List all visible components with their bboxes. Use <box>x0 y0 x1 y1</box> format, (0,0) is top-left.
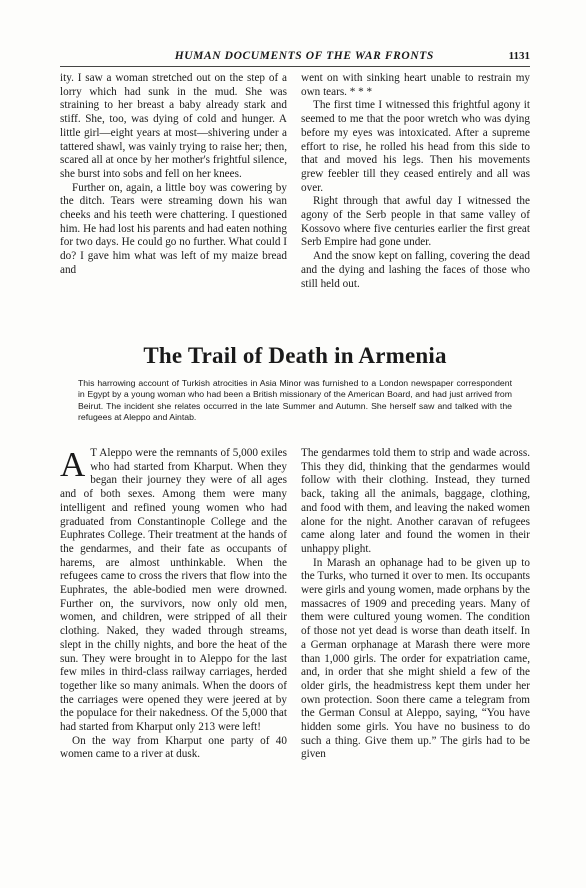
paragraph: On the way from Kharput one party of 40 women came to a river at dusk. <box>60 734 287 761</box>
paragraph: And the snow kept on falling, covering the dead and the dying and lashing the faces of those who still held out. <box>301 250 530 290</box>
prev-article-right-column <box>301 72 530 291</box>
drop-cap: A <box>60 445 86 484</box>
paragraph-text: T Aleppo were the remnants of 5,000 exiles who had started from Kharput. When they began their journey they were of all ages and of both sexes. Among them were many intelligent and refined young women who had graduated from Constantinople College and the Euphrates College. Their treatment at the hands of the gendarmes, and their fate as occupants of harems, are almost unthinkable. When the refugees came to cross the rivers that flow into the Euphrates, the able-bodied men were drowned. Further on, the survivors, now only old men, women, and children, were stripped of all their clothing. Naked, they waded through streams, slept in the chilly nights, and bore the heat of the sun. They were brought in to Aleppo for the last few miles in third-class railway carriages, herded together like so many animals. When the doors of the carriages were opened they were jeered at by the populace for their nakedness. Of the 5,000 that had started from Kharput only 213 were left! <box>60 447 287 734</box>
page-number: 1131 <box>508 50 530 62</box>
article-right-column <box>301 447 530 762</box>
paragraph <box>60 447 287 735</box>
article-title: The Trail of Death in Armenia <box>143 343 447 368</box>
paragraph: went on with sinking heart unable to restrain my own tears. * * * <box>301 72 530 98</box>
paragraph: Right through that awful day I witnessed the agony of the Serb people in that same valley of Kossovo where five centuries earlier the first great Serb Empire had gone under. <box>301 195 530 249</box>
prev-article-left-column <box>60 72 287 278</box>
paragraph: The gendarmes told them to strip and wade across. This they did, thinking that the gendarmes would follow with their clothing. Instead, they turned back, taking all the animals, baggage, clothing, and food with them, and leaving the naked women alone for the night. Another caravan of refugees came along later and found the women in their unhappy plight. <box>301 447 530 555</box>
paragraph: In Marash an ophanage had to be given up to the Turks, who turned it over to men. Its occupants were girls and young women, made orphans by the massacres of 1909 and preceding years. Many of them were cultured young women. The condition of those not yet dead is worse than death itself. In a German orphanage at Marash there were more than 1,000 girls. The order for expatriation came, and, in order that she might shield a few of the older girls, the headmistress kept them under her own protection. Soon there came a telegram from the German Consul at Aleppo, saying, “You have hidden some girls. You have no business to do such a thing. Give them up.” The girls had to be given <box>301 556 530 761</box>
page-header <box>60 47 530 65</box>
paragraph: ity. I saw a woman stretched out on the step of a lorry which had sunk in the mud. She was straining to her breast a baby already stark and stiff. She, too, was dying of cold and hunger. A little girl—eight years at most—shivering under a tattered shawl, was vainly trying to raise her; then, scared all at once by her mother's frightful silence, she burst into sobs and fell on her knees. <box>60 72 287 180</box>
paragraph: Further on, again, a little boy was cowering by the ditch. Tears were streaming down his wan cheeks and his teeth were chattering. I questioned him. He had lost his parents and had eaten nothing for two days. He could go no further. What could I do? I gave him what was left of my maize bread and <box>60 181 287 276</box>
header-rule <box>60 66 530 67</box>
paragraph: The first time I witnessed this frightful agony it seemed to me that the poor wretch who was dying before my eyes was intoxicated. After a supreme effort to rise, he rolled his head from this side to that and moved his legs. Then his movements grew feebler till they ceased entirely and all was over. <box>301 99 530 194</box>
article-intro: This harrowing account of Turkish atrocities in Asia Minor was furnished to a London newspaper correspondent in Egypt by a young woman who had been a British missionary of the American Board, and had just arrived from Beirut. The incident she relates occurred in the late Summer and Autumn. She herself saw and talked with the refugees at Aleppo and Aintab. <box>78 378 512 422</box>
article-left-column <box>60 447 287 762</box>
running-title: HUMAN DOCUMENTS OF THE WAR FRONTS <box>174 50 434 62</box>
